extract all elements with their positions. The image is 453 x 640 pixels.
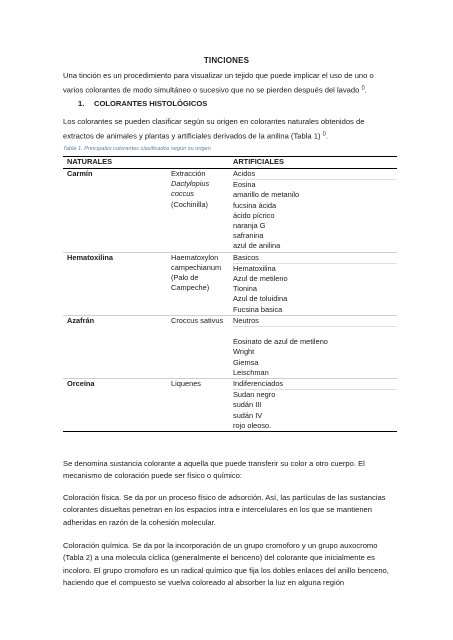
category-label: Basicos (233, 253, 397, 264)
header-naturales: NATURALES (63, 157, 167, 169)
table-header-row (63, 157, 397, 169)
category-label: Neutros (233, 316, 397, 327)
intro-text: Una tinción es un procedimiento para visualizar un tejido que puede implicar el uso de uno o varios colorantes de modo simultáneo o sucesivo que no se pierden después del lavado (63, 71, 374, 95)
dye-item: Eosina (233, 180, 256, 190)
natural-dye-name: Hematoxilina (63, 252, 167, 315)
source-line: Croccus sativus (171, 315, 224, 325)
dye-item: sudán IV (233, 410, 263, 420)
dye-item: Wright (233, 347, 255, 357)
natural-dye-name: Carmín (63, 169, 167, 253)
source-line: Dactylopius coccus (171, 179, 210, 199)
table-row (63, 379, 397, 432)
document-title: TINCIONES (203, 56, 250, 65)
dye-item (233, 327, 235, 336)
artificial-dyes (229, 315, 397, 378)
intro-citation: () (361, 85, 365, 92)
natural-dye-name: Azafrán (63, 315, 167, 378)
artificial-dyes (229, 252, 397, 315)
section-heading (78, 99, 207, 108)
section-text-end: . (325, 131, 329, 141)
dye-item: Eosinato de azul de metileno (233, 337, 328, 347)
paragraph-physical-staining: Coloración física. Se da por un proceso físico de adsorción. Así, las partículas de las sustancias colorantes disueltas penetran en los espacios intra e intercelulares en los que se mantienen adheridas en razón de la cohesión molecular. (63, 493, 386, 527)
source-line: (Cochinilla) (171, 199, 208, 209)
artificial-dyes (229, 379, 397, 432)
dye-item: Fucsina basica (233, 304, 283, 314)
dye-item: ácido pícrico (233, 210, 275, 220)
source-line: Extracción (171, 169, 206, 178)
dye-item: rojo oleoso. (233, 420, 272, 430)
table-row (63, 315, 397, 378)
paragraph-definition: Se denomina sustancia colorante a aquella que puede transferir su color a otro cuerpo. El mecanismo de coloración puede ser físico o químico: (63, 459, 365, 481)
table-caption: Tabla 1. Principales colorantes clasificados según su origen (63, 146, 211, 152)
section-number: 1. (78, 99, 85, 108)
source-line: Liquenes (171, 379, 201, 389)
dye-item: Leischman (233, 367, 269, 377)
dye-item: sudán III (233, 400, 262, 410)
dye-item: amarillo de metanilo (233, 190, 300, 200)
category-label: Indiferenciados (233, 379, 397, 390)
table-row (63, 252, 397, 315)
dye-item: azul de anilina (233, 241, 281, 251)
header-artificiales: ARTIFICIALES (229, 157, 397, 169)
natural-dye-source (167, 252, 229, 315)
dye-item: Tionina (233, 284, 257, 294)
intro-paragraph: Una tinción es un procedimiento para visualizar un tejido que puede implicar el uso de uno o varios colorantes de modo simultáneo o sucesivo que no se pierden después del lavado (). (63, 71, 374, 95)
dye-item: naranja G (233, 221, 266, 231)
natural-dye-source (167, 379, 229, 432)
header-blank (167, 157, 229, 169)
dyes-table (63, 156, 397, 432)
artificial-dyes (229, 169, 397, 253)
dye-item: Azul de metileno (233, 274, 288, 284)
natural-dye-name: Orceína (63, 379, 167, 432)
dye-item: Hematoxilina (233, 263, 276, 273)
dye-item: fucsina ácida (233, 200, 277, 210)
category-label: Acidos (233, 169, 397, 180)
paragraph-chemical-staining: Coloración química. Se da por la incorporación de un grupo cromoforo y un grupo auxocromo (Tabla 2) a una molecula cíclica (generalmente el benceno) del colorante que inicialmente es incoloro. El grupo cromoforo es un radical químico que fija los dobles enlaces del anillo benceno, haciendo que el compuesto se vuelva coloreado al absorber la luz en alguna región (63, 541, 389, 588)
dye-item: Azul de toluidina (233, 294, 288, 304)
section-title: COLORANTES HISTOLÓGICOS (94, 99, 208, 108)
source-line: Haematoxylon campechianum (Palo de Campeche) (171, 252, 222, 293)
dye-item: Giemsa (233, 357, 259, 367)
natural-dye-source (167, 315, 229, 378)
dye-item: safranina (233, 231, 264, 241)
section-citation: () (322, 131, 326, 138)
section-paragraph (63, 116, 396, 143)
table-row (63, 169, 397, 253)
natural-dye-source (167, 169, 229, 253)
section-text: Los colorantes se pueden clasificar según su origen en colorantes naturales obtenidos de extractos de animales y plantas y artificiales derivados de la anilina (Tabla 1) (63, 117, 365, 141)
dye-item: Sudan negro (233, 390, 276, 400)
